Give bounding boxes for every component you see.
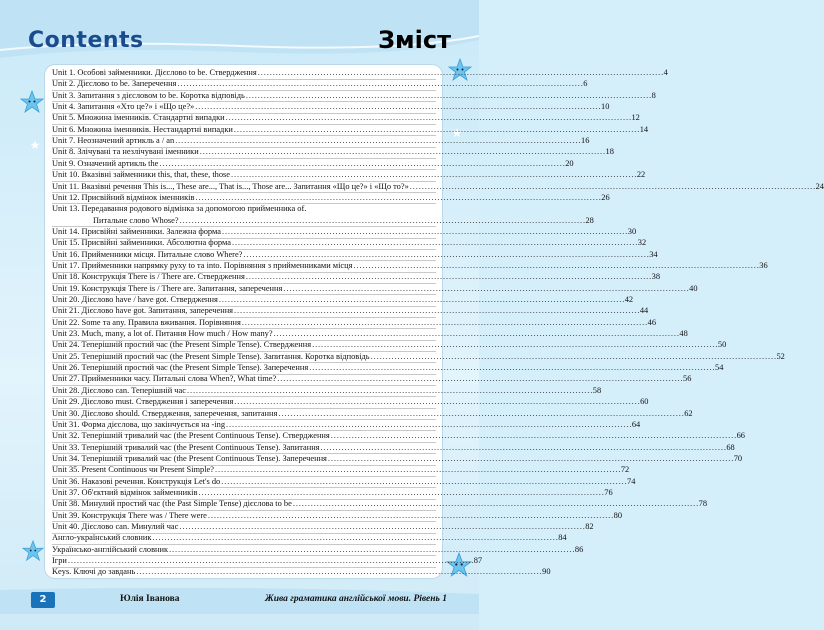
toc-entry-label: Unit 34. Теперішній тривалий час (the Present Continuous Tense). Заперечення (52, 453, 327, 463)
toc-entry-label: Unit 29. Дієслово must. Ствердження і заперечення (52, 397, 234, 407)
dot-leader (219, 295, 624, 305)
dot-leader (331, 431, 736, 441)
dot-leader (234, 125, 639, 135)
dot-leader (283, 284, 688, 294)
dot-leader (278, 409, 683, 419)
dot-leader (177, 79, 582, 89)
toc-entry[interactable] (52, 192, 610, 203)
toc-entry[interactable] (52, 567, 551, 577)
page-title-ukrainian: Зміст (377, 26, 451, 54)
toc-entry-page: 87 (473, 556, 483, 566)
toc-entry-label: Unit 3. Запитання з дієсловом to be. Коротка відповідь (52, 90, 245, 100)
toc-entry-label: Українсько-англійський словник (52, 544, 169, 554)
dot-leader (215, 465, 620, 475)
toc-entry[interactable] (52, 442, 735, 453)
dot-leader (274, 329, 679, 339)
toc-entry-label: Unit 30. Дієслово should. Ствердження, заперечення, запитання (52, 408, 278, 418)
toc-entry-page: 16 (581, 136, 590, 146)
toc-entry[interactable] (52, 68, 668, 78)
toc-entry-label: Unit 13. Передавання родового відмінка за допомогою прийменника of. (52, 204, 307, 214)
toc-entry[interactable] (52, 340, 727, 350)
toc-entry-page: 82 (585, 522, 594, 531)
toc-entry-label: Англо-український словник (52, 533, 152, 543)
toc-entry[interactable] (52, 147, 614, 157)
toc-entry-label: Unit 2. Дієслово to be. Заперечення (52, 79, 177, 89)
toc-entry[interactable] (52, 272, 661, 282)
toc-entry[interactable] (52, 102, 610, 112)
toc-entry[interactable] (52, 487, 613, 498)
toc-entry-page: 34 (649, 249, 658, 259)
toc-entry-page: 24 (815, 181, 824, 191)
toc-entry[interactable] (52, 431, 745, 441)
book-title: Жива граматика англійської мови. Рівень 1 (265, 594, 447, 604)
dot-leader (159, 159, 564, 169)
toc-entry[interactable] (52, 158, 574, 169)
toc-entry-label: Unit 14. Присвійні займенники. Залежна форма (52, 226, 221, 236)
dot-leader (277, 374, 682, 384)
toc-entry[interactable] (52, 238, 647, 248)
toc-entry-label: Unit 39. Конструкція There was / There were (52, 510, 207, 520)
dot-leader (231, 170, 636, 180)
toc-entry-label: Unit 25. Теперішній простий час (the Present Simple Tense). Запитання. Коротка відповідь (52, 351, 370, 361)
dot-leader (410, 182, 815, 192)
toc-entry-label: Unit 28. Дієслово can. Теперішній час (52, 385, 186, 395)
toc-entry-label: Unit 37. Об'єктний відмінок займенників (52, 487, 198, 497)
toc-entry-page: 84 (558, 533, 567, 543)
dot-leader (226, 420, 631, 430)
dot-leader (234, 306, 639, 316)
dot-leader (222, 227, 627, 237)
toc-entry-label: Keys. Ключі до завдань (52, 567, 136, 577)
toc-entry-page: 12 (631, 113, 640, 123)
toc-entry-label: Питальне слово Whose? (93, 215, 179, 225)
toc-entry[interactable] (52, 408, 693, 419)
toc-entry-page: 42 (624, 295, 634, 304)
toc-entry[interactable] (52, 90, 656, 101)
toc-entry-page: 86 (574, 544, 584, 554)
dot-leader (234, 397, 639, 407)
toc-entry-label: Unit 18. Конструкція There is / There are. Ствердження (52, 272, 245, 282)
toc-entry-page: 52 (776, 351, 785, 361)
toc-entry-label: Unit 36. Наказові речення. Конструкція Let's do (52, 476, 221, 486)
toc-entry[interactable] (52, 363, 724, 373)
dot-leader (226, 113, 631, 123)
dot-leader (195, 193, 600, 203)
toc-entry[interactable] (52, 465, 630, 475)
toc-entry-page: 62 (684, 408, 693, 418)
toc-entry-page: 20 (565, 158, 574, 168)
toc-entry[interactable] (52, 124, 649, 135)
toc-entry-label: Unit 12. Присвійний відмінок іменників (52, 192, 195, 202)
page-number: 2 (31, 592, 55, 608)
toc-entry-label: Unit 11. Вказівні речення This is..., These are..., That is..., Those are... Запитання «Що це?» і «Що то?» (52, 181, 409, 191)
toc-entry[interactable] (52, 510, 623, 521)
toc-entry-label: Unit 9. Означений артикль the (52, 158, 159, 168)
dot-leader (200, 147, 605, 157)
toc-entry-label: Unit 38. Минулий простий час (the Past Simple Tense) дієслова to be (52, 499, 292, 509)
dot-leader (246, 91, 651, 101)
dot-leader (187, 386, 592, 396)
toc-entry-label: Unit 16. Прийменники місця. Питальне слово Where? (52, 249, 243, 259)
dot-leader (180, 216, 585, 226)
toc-entry[interactable] (52, 215, 594, 226)
dot-leader (246, 272, 651, 282)
dot-leader (353, 261, 758, 271)
toc-entry-page: 8 (651, 90, 656, 100)
toc-entry-page: 72 (620, 465, 630, 475)
toc-entry-label: Unit 23. Much, many, a lot of. Питання How much / How many? (52, 329, 273, 339)
toc-entry[interactable] (52, 533, 567, 543)
toc-entry-label: Unit 7. Неозначений артикль a / an (52, 136, 175, 146)
toc-entry[interactable] (52, 544, 584, 555)
toc-entry[interactable] (52, 522, 594, 532)
toc-entry[interactable] (52, 397, 649, 407)
toc-entry-label: Unit 31. Форма дієслова, що закінчується на -ing (52, 419, 226, 429)
toc-entry[interactable] (52, 329, 688, 339)
dot-leader (293, 499, 698, 509)
toc-entry-label: Ігри (52, 556, 67, 566)
toc-entry-page: 18 (605, 147, 614, 157)
toc-entry-page: 4 (663, 68, 668, 77)
toc-entry[interactable] (52, 249, 658, 260)
dot-leader (243, 250, 648, 260)
toc-entry-label: Unit 21. Дієслово have got. Запитання, заперечення (52, 306, 234, 316)
toc-entry-page: 26 (601, 192, 610, 202)
toc-entry[interactable] (52, 113, 640, 123)
toc-entry-page: 70 (733, 453, 743, 463)
toc-entry-label: Unit 19. Конструкція There is / There are. Запитання, заперечення (52, 283, 283, 293)
toc-entry[interactable] (52, 306, 649, 316)
toc-entry-label: Unit 24. Теперішній простий час (the Present Simple Tense). Ствердження (52, 340, 312, 350)
dot-leader (242, 318, 647, 328)
toc-entry[interactable] (52, 226, 637, 237)
toc-entry-page: 6 (583, 79, 588, 89)
dot-leader (175, 136, 580, 146)
toc-entry-page: 66 (736, 431, 745, 441)
dot-leader (179, 522, 584, 532)
dot-leader (232, 238, 637, 248)
toc-entry-page: 54 (715, 363, 724, 373)
table-of-contents-panel (45, 65, 824, 578)
toc-entry-page: 90 (542, 567, 551, 577)
toc-entry-label: Unit 40. Дієслово can. Минулий час (52, 522, 179, 531)
toc-entry-page: 40 (689, 283, 698, 293)
toc-entry-page: 22 (636, 170, 646, 180)
toc-entry-page: 48 (679, 329, 688, 339)
toc-entry[interactable] (52, 374, 692, 384)
dot-leader (195, 102, 600, 112)
toc-entry[interactable] (52, 170, 646, 180)
toc-entry-label: Unit 35. Present Continuous чи Present Simple? (52, 465, 214, 475)
dot-leader (198, 488, 603, 498)
toc-entry-label: Unit 10. Вказівні займенники this, that, these, those (52, 170, 231, 180)
toc-entry-page: 28 (585, 215, 594, 225)
toc-entry[interactable] (52, 136, 590, 146)
toc-entry-page: 50 (717, 340, 727, 350)
toc-entry-page: 78 (698, 499, 708, 509)
toc-entry-page: 44 (639, 306, 649, 316)
dot-leader (258, 68, 663, 78)
toc-entry-page: 38 (651, 272, 661, 282)
toc-entry-page: 60 (640, 397, 649, 407)
toc-entry-page: 10 (601, 102, 610, 112)
toc-entry[interactable] (52, 453, 743, 464)
toc-entry-page: 14 (639, 124, 649, 134)
toc-entry-page: 56 (683, 374, 692, 384)
dot-leader (221, 477, 626, 487)
toc-entry[interactable] (52, 283, 698, 294)
toc-entry-label: Unit 4. Запитання «Хто це?» і «Що це?» (52, 102, 195, 112)
toc-entry-page: 32 (637, 238, 647, 248)
toc-entry-label: Unit 6. Множина іменників. Нестандартні випадки (52, 124, 233, 134)
dot-leader (312, 340, 717, 350)
toc-entry-label: Unit 1. Особові займенники. Дієслово to be. Ствердження (52, 68, 257, 77)
dot-leader (321, 443, 726, 453)
toc-entry[interactable] (52, 295, 634, 305)
toc-entry-label: Unit 33. Теперішній тривалий час (the Present Continuous Tense). Запитання (52, 442, 320, 452)
toc-entry-page: 58 (592, 385, 602, 395)
dot-leader (328, 454, 733, 464)
toc-entry-label: Unit 27. Прийменники часу. Питальні слова When?, What time? (52, 374, 277, 384)
dot-leader (136, 567, 541, 577)
page-title-english: Contents (28, 28, 144, 53)
toc-entry-label: Unit 22. Some та any. Правила вживання. Порівняння (52, 317, 241, 327)
toc-entry[interactable] (52, 556, 483, 566)
toc-entry[interactable] (52, 79, 588, 89)
small-star-icon (30, 140, 40, 150)
star-mascot-icon (22, 540, 44, 562)
toc-entry-label: Unit 26. Теперішній простий час (the Present Simple Tense). Заперечення (52, 363, 309, 373)
toc-entry-page: 80 (613, 510, 623, 520)
toc-entry[interactable] (52, 499, 708, 509)
toc-entry-page: 64 (631, 419, 641, 429)
dot-leader (169, 545, 574, 555)
toc-entry-label: Unit 15. Присвійні займенники. Абсолютна форма (52, 238, 231, 248)
dot-leader (309, 363, 714, 373)
toc-entry[interactable] (52, 204, 436, 214)
toc-entry-label: Unit 32. Теперішній тривалий час (the Present Continuous Tense). Ствердження (52, 431, 330, 441)
toc-entry[interactable] (52, 181, 824, 192)
toc-entry[interactable] (52, 317, 656, 328)
toc-entry[interactable] (52, 351, 785, 362)
dot-leader (68, 556, 473, 566)
toc-entry-label: Unit 17. Прийменники напрямку руху to та into. Порівняння з прийменниками місця (52, 260, 353, 270)
dot-leader (152, 533, 557, 543)
toc-entry-page: 30 (627, 226, 637, 236)
toc-entry-page: 36 (759, 260, 768, 270)
star-mascot-icon (20, 90, 44, 114)
toc-entry[interactable] (52, 476, 636, 487)
toc-entry[interactable] (52, 385, 602, 396)
dot-leader (208, 511, 613, 521)
toc-entry-label: Unit 5. Множина іменників. Стандартні випадки (52, 113, 225, 123)
toc-entry-page: 76 (604, 487, 613, 497)
toc-entry-label: Unit 8. Злічувані та незлічувані іменники (52, 147, 199, 157)
dot-leader (371, 352, 776, 362)
toc-entry-label: Unit 20. Дієслово have / have got. Ствердження (52, 295, 218, 304)
toc-entry[interactable] (52, 260, 768, 271)
toc-entry[interactable] (52, 419, 641, 430)
toc-entry-page: 46 (647, 317, 656, 327)
author-name: Юлія Іванова (120, 594, 180, 604)
toc-entry-page: 74 (627, 476, 636, 486)
toc-entry-page: 68 (726, 442, 735, 452)
